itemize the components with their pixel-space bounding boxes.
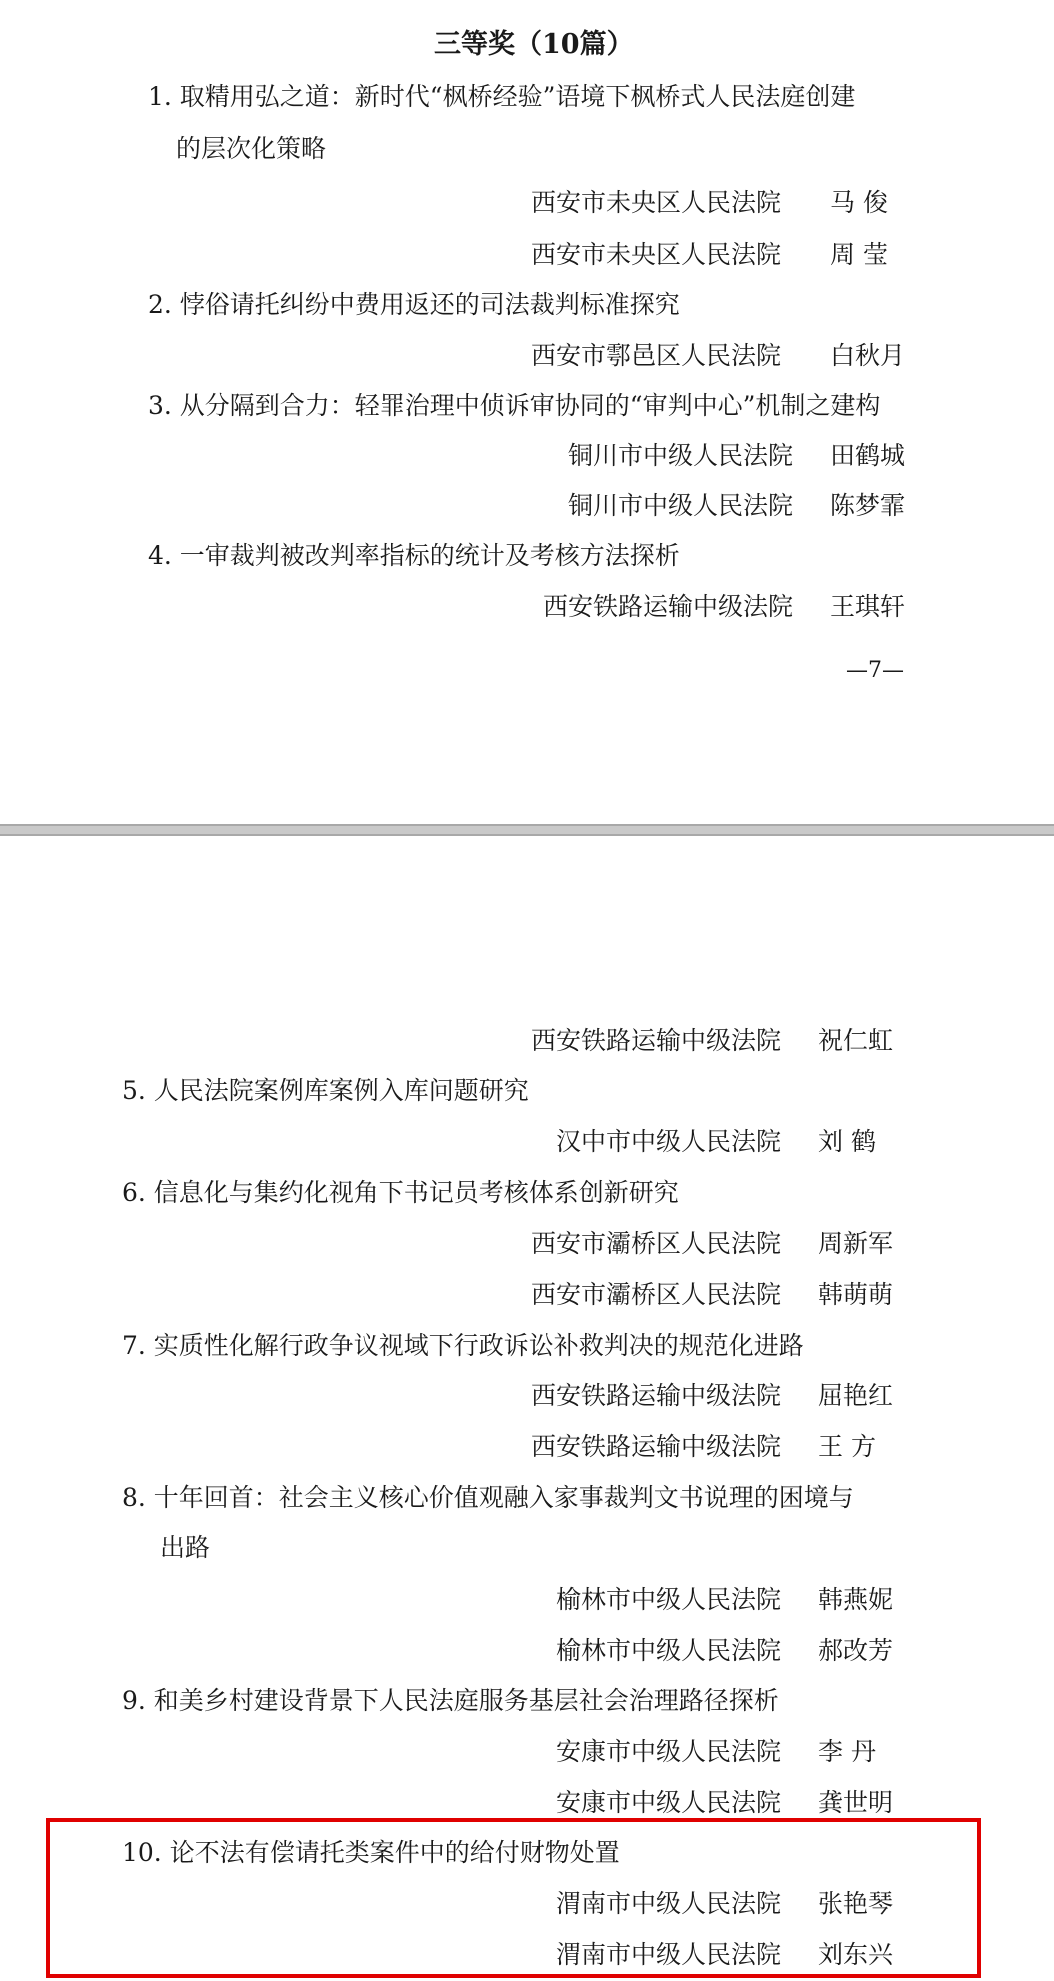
author-name: 张艳琴 (818, 1889, 894, 1918)
author-name: 白秋月 (830, 341, 906, 370)
paper-title: 4. 一审裁判被改判率指标的统计及考核方法探析 (148, 541, 680, 570)
paper-title: 8. 十年回首：社会主义核心价值观融入家事裁判文书说理的困境与 (122, 1483, 854, 1512)
author-org: 西安市未央区人民法院 (531, 188, 782, 217)
author-name: 李 丹 (818, 1737, 876, 1766)
author-org: 西安铁路运输中级法院 (531, 1026, 782, 1055)
paper-title: 9. 和美乡村建设背景下人民法庭服务基层社会治理路径探析 (122, 1686, 779, 1715)
author-name: 周 莹 (830, 240, 888, 269)
author-org: 西安市鄠邑区人民法院 (531, 341, 782, 370)
author-name: 屈艳红 (818, 1381, 894, 1410)
paper-title: 2. 悖俗请托纠纷中费用返还的司法裁判标准探究 (148, 290, 680, 319)
author-name: 田鹤城 (830, 441, 906, 470)
author-name: 韩燕妮 (818, 1585, 894, 1614)
author-name: 韩萌萌 (818, 1280, 894, 1309)
author-name: 祝仁虹 (818, 1026, 894, 1055)
author-name: 周新军 (818, 1229, 894, 1258)
author-name: 王 方 (818, 1432, 876, 1461)
paper-title: 6. 信息化与集约化视角下书记员考核体系创新研究 (122, 1178, 679, 1207)
author-org: 榆林市中级人民法院 (556, 1585, 782, 1614)
author-name: 马 俊 (830, 188, 888, 217)
author-org: 安康市中级人民法院 (556, 1737, 782, 1766)
author-org: 安康市中级人民法院 (556, 1788, 782, 1817)
author-org: 西安市未央区人民法院 (531, 240, 782, 269)
paper-title: 10. 论不法有偿请托类案件中的给付财物处置 (122, 1838, 620, 1867)
author-name: 陈梦霏 (830, 491, 906, 520)
author-org: 西安市灞桥区人民法院 (531, 1229, 782, 1258)
author-org: 汉中市中级人民法院 (556, 1127, 782, 1156)
author-org: 西安铁路运输中级法院 (531, 1432, 782, 1461)
paper-title: 5. 人民法院案例库案例入库问题研究 (122, 1076, 529, 1105)
author-name: 郝改芳 (818, 1636, 894, 1665)
author-org: 西安市灞桥区人民法院 (531, 1280, 782, 1309)
paper-title: 3. 从分隔到合力：轻罪治理中侦诉审协同的“审判中心”机制之建构 (148, 391, 881, 420)
author-name: 刘东兴 (818, 1940, 894, 1969)
page-separator (0, 824, 1054, 836)
author-org: 渭南市中级人民法院 (556, 1889, 782, 1918)
author-org: 榆林市中级人民法院 (556, 1636, 782, 1665)
paper-title-continued: 的层次化策略 (176, 134, 327, 163)
paper-title: 7. 实质性化解行政争议视域下行政诉讼补救判决的规范化进路 (122, 1331, 804, 1360)
author-org: 渭南市中级人民法院 (556, 1940, 782, 1969)
author-org: 铜川市中级人民法院 (568, 441, 794, 470)
document-page-8 (0, 836, 1054, 1981)
author-org: 西安铁路运输中级法院 (531, 1381, 782, 1410)
author-name: 刘 鹤 (818, 1127, 876, 1156)
section-title: 三等奖（10篇） (434, 29, 634, 60)
paper-title: 1. 取精用弘之道：新时代“枫桥经验”语境下枫桥式人民法庭创建 (148, 82, 856, 111)
paper-title-continued: 出路 (160, 1533, 211, 1562)
author-org: 铜川市中级人民法院 (568, 491, 794, 520)
author-name: 王琪轩 (830, 592, 906, 621)
page-number: —7— (846, 658, 904, 683)
author-name: 龚世明 (818, 1788, 894, 1817)
author-org: 西安铁路运输中级法院 (543, 592, 794, 621)
